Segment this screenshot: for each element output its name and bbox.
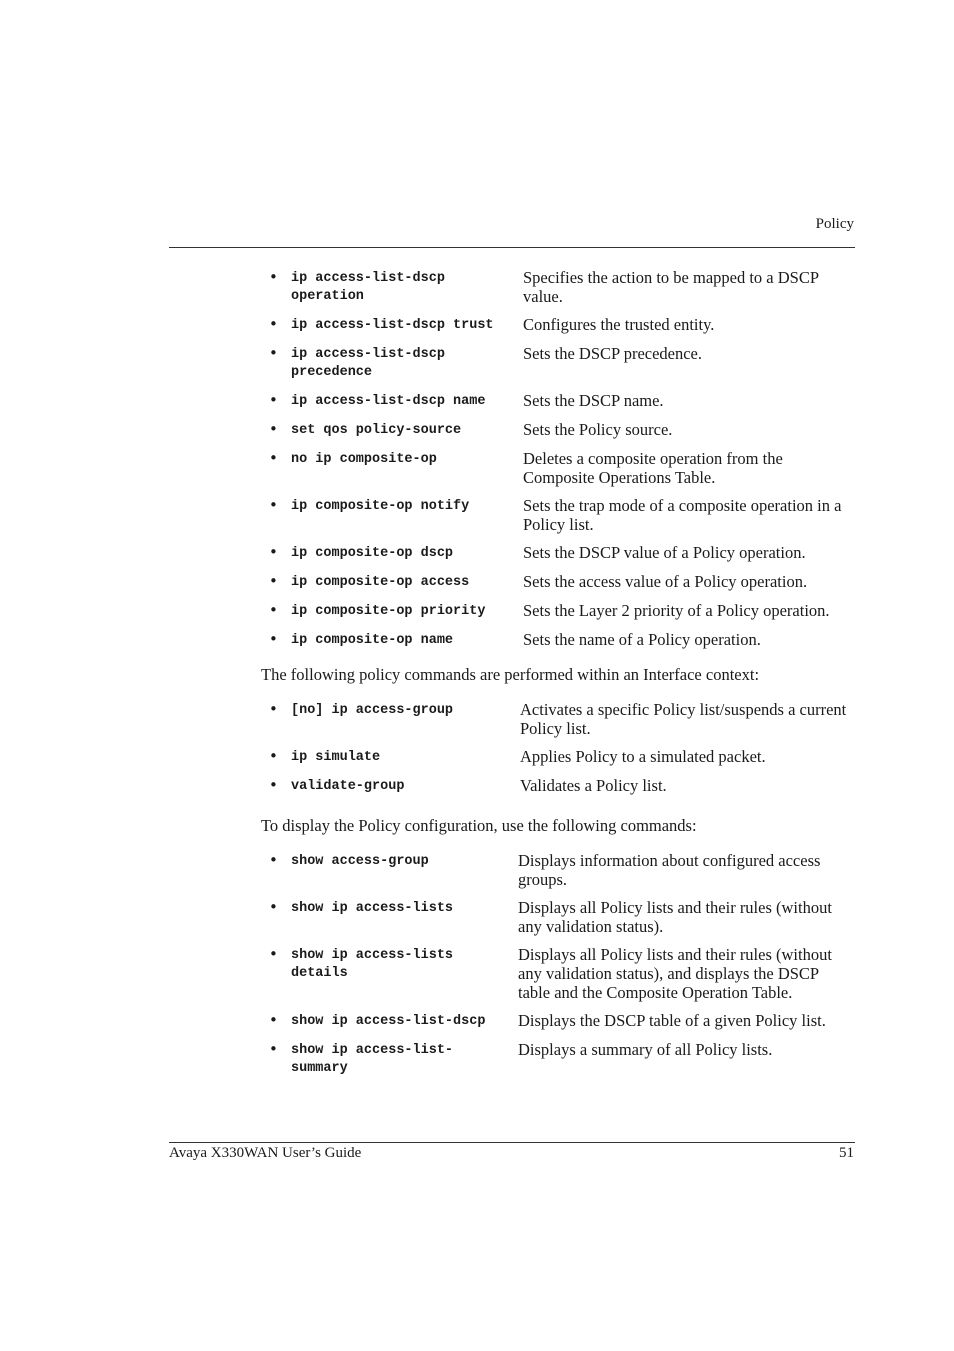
interface-context-paragraph: The following policy commands are performed within an Interface context:: [261, 665, 760, 684]
command-row: [262, 1040, 848, 1078]
command-name: ip access-list-dscp precedence: [291, 347, 445, 380]
command-name: ip composite-op notify: [291, 499, 470, 514]
command-name: ip composite-op priority: [291, 604, 486, 619]
show-commands-list: [262, 851, 848, 1087]
bullet-icon: •: [269, 630, 278, 648]
bullet-icon: •: [269, 315, 278, 333]
command-description: Validates a Policy list.: [520, 776, 667, 795]
bullet-icon: •: [269, 851, 278, 869]
bullet-icon: •: [269, 449, 278, 467]
bullet-icon: •: [269, 776, 278, 794]
command-row: [262, 391, 853, 411]
command-name: no ip composite-op: [291, 452, 437, 467]
command-description: Displays information about configured access groups.: [518, 851, 821, 889]
command-description: Sets the DSCP value of a Policy operation.: [523, 543, 806, 562]
bullet-icon: •: [269, 572, 278, 590]
command-name: ip access-list-dscp name: [291, 394, 486, 409]
command-name: show ip access-lists: [291, 901, 454, 916]
command-description: Applies Policy to a simulated packet.: [520, 747, 766, 766]
command-row: [262, 851, 848, 889]
command-description: Sets the Policy source.: [523, 420, 673, 439]
command-row: [262, 776, 850, 796]
bullet-icon: •: [269, 601, 278, 619]
display-config-paragraph: To display the Policy configuration, use the following commands:: [261, 816, 697, 835]
footer-rule: [169, 1142, 855, 1143]
command-row: [262, 1011, 848, 1031]
bullet-icon: •: [269, 543, 278, 561]
command-row: [262, 543, 853, 563]
header-rule: [169, 247, 855, 248]
command-row: [262, 700, 850, 738]
bullet-icon: •: [269, 1040, 278, 1058]
command-row: [262, 268, 853, 306]
bullet-icon: •: [269, 700, 278, 718]
command-row: [262, 496, 853, 534]
command-description: Sets the Layer 2 priority of a Policy operation.: [523, 601, 830, 620]
command-name: ip access-list-dscp operation: [291, 271, 445, 304]
header-section-title: Policy: [815, 216, 854, 232]
command-name: ip simulate: [291, 750, 381, 765]
command-row: [262, 572, 853, 592]
command-name: show ip access-lists details: [291, 948, 454, 981]
command-name: set qos policy-source: [291, 423, 462, 438]
command-row: [262, 449, 853, 487]
command-row: [262, 747, 850, 767]
command-description: Displays a summary of all Policy lists.: [518, 1040, 773, 1059]
bullet-icon: •: [269, 344, 278, 362]
command-description: Sets the name of a Policy operation.: [523, 630, 761, 649]
command-description: Configures the trusted entity.: [523, 315, 715, 334]
command-row: [262, 344, 853, 382]
command-name: [no] ip access-group: [291, 703, 454, 718]
bullet-icon: •: [269, 898, 278, 916]
command-description: Activates a specific Policy list/suspends a current Policy list.: [520, 700, 847, 738]
footer-doc-title: Avaya X330WAN User’s Guide: [169, 1145, 362, 1161]
command-description: Sets the access value of a Policy operation.: [523, 572, 808, 591]
bullet-icon: •: [269, 1011, 278, 1029]
bullet-icon: •: [269, 747, 278, 765]
command-name: show ip access-list-dscp: [291, 1014, 486, 1029]
command-name: ip composite-op dscp: [291, 546, 454, 561]
command-row: [262, 315, 853, 335]
command-description: Displays the DSCP table of a given Policy list.: [518, 1011, 826, 1030]
command-description: Sets the DSCP name.: [523, 391, 664, 410]
command-name: show access-group: [291, 854, 429, 869]
command-row: [262, 630, 853, 650]
command-description: Sets the trap mode of a composite operation in a Policy list.: [523, 496, 842, 534]
bullet-icon: •: [269, 268, 278, 286]
command-name: validate-group: [291, 779, 405, 794]
command-description: Specifies the action to be mapped to a DSCP value.: [523, 268, 819, 306]
bullet-icon: •: [269, 496, 278, 514]
command-row: [262, 420, 853, 440]
bullet-icon: •: [269, 391, 278, 409]
interface-commands-list: [262, 268, 853, 659]
page-number: 51: [839, 1145, 854, 1161]
command-row: [262, 601, 853, 621]
interface-context-commands-list: [262, 700, 850, 805]
command-row: [262, 945, 848, 1002]
bullet-icon: •: [269, 945, 278, 963]
command-description: Displays all Policy lists and their rules (without any validation status), and displays the DSCP table and the Composite Operation Table.: [518, 945, 832, 1002]
command-name: ip access-list-dscp trust: [291, 318, 494, 333]
command-name: show ip access-list- summary: [291, 1043, 454, 1076]
bullet-icon: •: [269, 420, 278, 438]
command-description: Sets the DSCP precedence.: [523, 344, 703, 363]
command-name: ip composite-op name: [291, 633, 454, 648]
command-row: [262, 898, 848, 936]
command-description: Deletes a composite operation from the Composite Operations Table.: [523, 449, 783, 487]
command-name: ip composite-op access: [291, 575, 470, 590]
command-description: Displays all Policy lists and their rules (without any validation status).: [518, 898, 832, 936]
